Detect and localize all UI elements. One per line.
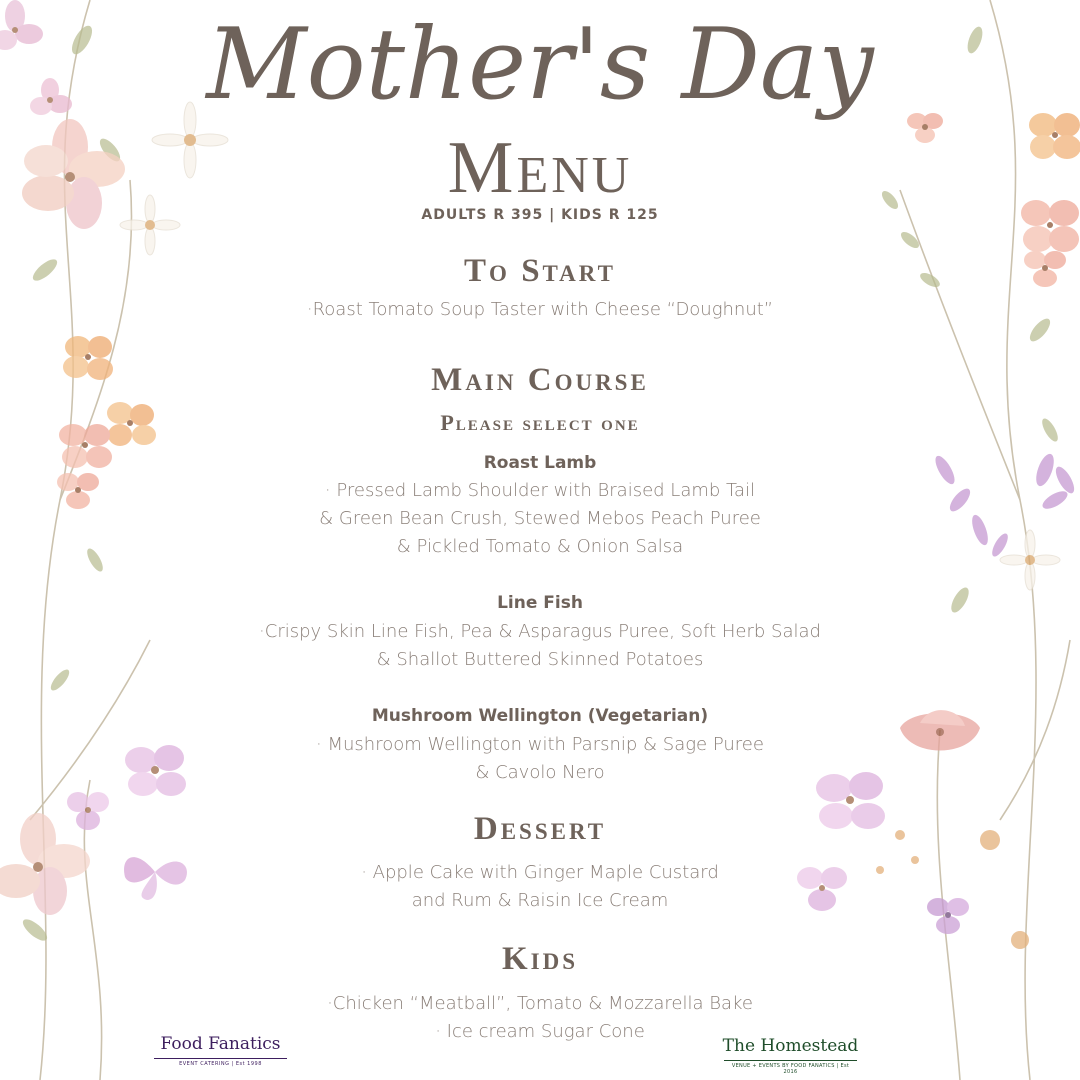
the-homestead-tagline: VENUE + EVENTS BY FOOD FANATICS | Est 2016 <box>724 1060 857 1075</box>
food-fanatics-name: Food Fanatics <box>160 1034 281 1054</box>
dessert-line: and Rum & Raisin Ice Cream <box>411 890 669 911</box>
dessert-heading: Dessert <box>473 811 607 847</box>
kids-line: ·Chicken “Meatball”, Tomato & Mozzarella Bake <box>327 993 753 1014</box>
mothers-day-title: Mother's Day <box>206 8 874 122</box>
dish-line: & Cavolo Nero <box>475 762 605 783</box>
main-course-subheading: Please select one <box>440 410 640 435</box>
to-start-heading: To Start <box>464 253 616 289</box>
dessert-line: · Apple Cake with Ginger Maple Custard <box>361 862 719 883</box>
dish-line: & Pickled Tomato & Onion Salsa <box>396 536 684 557</box>
menu-heading: Menu <box>447 127 633 209</box>
dish-line: & Green Bean Crush, Stewed Mebos Peach Puree <box>319 508 761 529</box>
kids-line: · Ice cream Sugar Cone <box>435 1021 645 1042</box>
the-homestead-logo <box>718 1034 863 1075</box>
main-course-heading: Main Course <box>431 362 649 398</box>
dish-line: · Mushroom Wellington with Parsnip & Sage Puree <box>316 734 764 755</box>
dish-line: & Shallot Buttered Skinned Potatoes <box>376 649 704 670</box>
dish-line: ·Crispy Skin Line Fish, Pea & Asparagus Puree, Soft Herb Salad <box>259 621 821 642</box>
dish-line: · Pressed Lamb Shoulder with Braised Lamb Tail <box>324 480 756 501</box>
dish-title-mushroom-wellington: Mushroom Wellington (Vegetarian) <box>371 706 709 726</box>
prices-line: ADULTS R 395 | KIDS R 125 <box>421 207 659 223</box>
food-fanatics-logo <box>148 1032 293 1067</box>
dish-title-line-fish: Line Fish <box>497 593 583 613</box>
kids-heading: Kids <box>501 941 579 977</box>
the-homestead-name: The Homestead <box>722 1036 859 1056</box>
food-fanatics-tagline: EVENT CATERING | Est 1998 <box>154 1058 287 1067</box>
dish-title-roast-lamb: Roast Lamb <box>483 453 597 473</box>
to-start-item: ·Roast Tomato Soup Taster with Cheese “Doughnut” <box>306 299 774 320</box>
